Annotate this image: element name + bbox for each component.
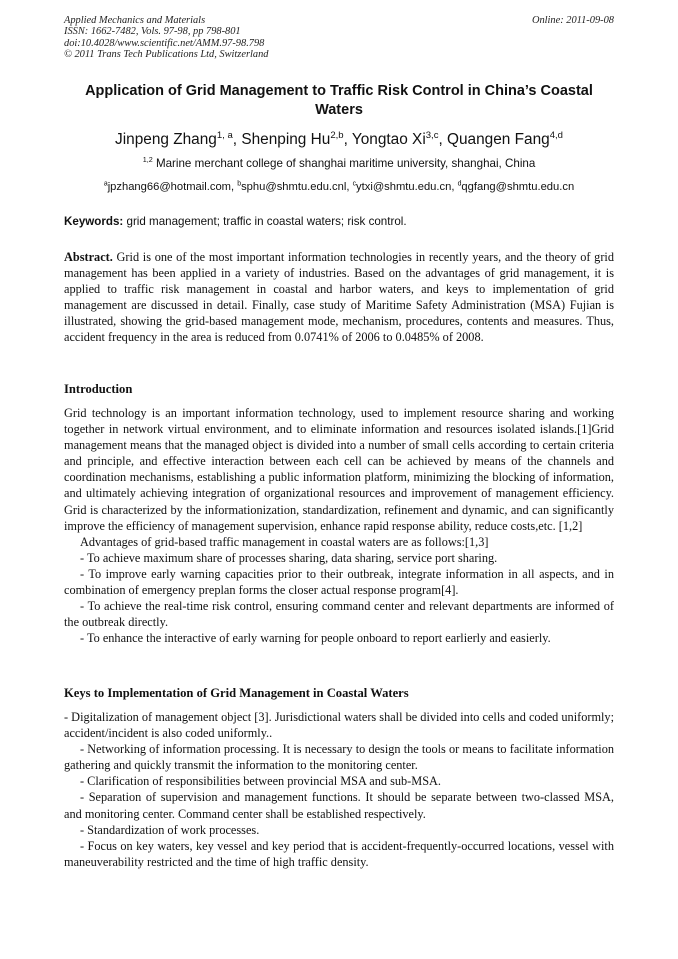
author-sup: 1, a (216, 129, 233, 141)
email-address: jpzhang66@hotmail.com (107, 181, 231, 193)
doi-line: doi:10.4028/www.scientific.net/AMM.97-98.798 (64, 37, 265, 49)
list-item: - To improve early warning capacities prior to their outbreak, integrate information in all aspects, and in combination of emergency preplan forms the closer actual response program[4]. (64, 566, 614, 598)
author-name: Yongtao Xi (351, 131, 426, 148)
keys-body (64, 709, 614, 870)
email-sup: c (352, 180, 357, 188)
paper-title: Application of Grid Management to Traffic Risk Control in China’s Coastal Waters (85, 83, 593, 118)
affiliation (64, 157, 614, 171)
author-sup: 3,c (425, 129, 439, 141)
email-address: sphu@shmtu.edu.cnl (241, 181, 347, 193)
affiliation-sup: 1,2 (142, 155, 153, 165)
author-list: Jinpeng Zhang$^{1, a}$, Shenping Hu$^{2,b}$, Yongtao Xi$^{3,c}$, Quangen Fang$^{4,d}$ (115, 129, 563, 148)
author-name: Quangen Fang (447, 131, 550, 148)
email-sup: d (457, 180, 462, 188)
issn-line: ISSN: 1662-7482, Vols. 97-98, pp 798-801 (64, 26, 241, 38)
online-date: Online: 2011-09-08 (531, 15, 614, 26)
copyright-line: © 2011 Trans Tech Publications Ltd, Switzerland (64, 49, 269, 61)
abstract-label: Abstract. (64, 250, 113, 264)
abstract (64, 249, 614, 346)
journal-name: Applied Mechanics and Materials (64, 15, 206, 26)
list-item: - Separation of supervision and management functions. It should be separate between two-classed MSA, and monitoring center. Command center shall be established respectively. (64, 790, 614, 821)
list-item: - Networking of information processing. It is necessary to design the tools or means to facilitate information gathering and quickly transmit the information to the monitoring center. (64, 742, 614, 773)
list-item: - To achieve maximum share of processes sharing, data sharing, service port sharing. (80, 550, 498, 565)
email-sup: b (237, 180, 242, 188)
keywords-text: grid management; traffic in coastal waters; risk control. (123, 215, 407, 228)
keywords (64, 215, 614, 229)
author-name: Jinpeng Zhang (115, 131, 217, 148)
keywords-label: Keywords: (64, 215, 124, 228)
paragraph: Advantages of grid-based traffic management in coastal waters are as follows:[1,3] (80, 534, 489, 549)
email-address: qgfang@shmtu.edu.cn (461, 181, 575, 193)
list-item: - Standardization of work processes. (80, 822, 260, 837)
email-list: $^a$jpzhang66@hotmail.com, $^b$sphu@shmtu.edu.cnl, $^c$ytxi@shmtu.edu.cn, $^d$qgfang@shmtu.edu.cn (103, 180, 575, 193)
section-heading-introduction: Introduction (64, 382, 133, 396)
paragraph: Grid technology is an important information technology, used to implement resource sharing and working together in network virtual environment, and to eliminate information and resources isolated islands.[1]Grid management means that the managed object is divided into a number of small cells according to certain criteria and principle, and effective interaction between each cell can be achieved by means of the channels and coordination mechanisms, establishing a public information platform, minimizing the blocking of information, and ultimately achieving integration of organizational resources and improvement of management efficiency. Grid is characterized by the informationization, standardization, refinement and dynamic, and can significantly improve the efficiency of management supervision, enhance rapid response ability, reduce costs,etc. [1,2] (64, 406, 614, 533)
list-item: - To achieve the real-time risk control, ensuring command center and relevant departments are informed of the outbreak directly. (64, 599, 614, 630)
list-item: - Clarification of responsibilities between provincial MSA and sub-MSA. (80, 774, 441, 789)
author-sup: 4,d (549, 129, 563, 141)
section-heading-keys: Keys to Implementation of Grid Management in Coastal Waters (64, 686, 409, 700)
abstract-text: Grid is one of the most important information technologies in recently years, and the theory of grid management has been applied in a variety of industries. Based on the advantages of grid management, it is applied to traffic risk management in coastal and harbor waters, and keys to implementation of grid management are discussed in detail. Finally, case study of Maritime Safety Administration (MSA) Fujian is illustrated, showing the grid-based management mode, mechanism, procedures, contents and measures. Thus, accident frequency in the area is reduced from 0.0741% of 2006 to 0.0485% of 2008. (64, 250, 614, 345)
email-sup: a (103, 180, 108, 188)
author-sup: 2,b (330, 129, 344, 141)
affiliation-text: Marine merchant college of shanghai maritime university, shanghai, China (155, 157, 536, 170)
journal-header (64, 15, 614, 61)
list-item: - Focus on key waters, key vessel and key period that is accident-frequently-occurred locations, vessel with maneuverability restricted and the time of high traffic density. (64, 838, 614, 869)
email-address: ytxi@shmtu.edu.cn (356, 181, 452, 193)
author-name: Shenping Hu (241, 131, 331, 148)
introduction-body (64, 405, 614, 646)
list-item: - Digitalization of management object [3]. Jurisdictional waters shall be divided into cells and coded uniformly; accident/incident is also coded uniformly.. (64, 710, 614, 741)
list-item: - To enhance the interactive of early warning for people onboard to report earlierly and easierly. (80, 631, 551, 646)
